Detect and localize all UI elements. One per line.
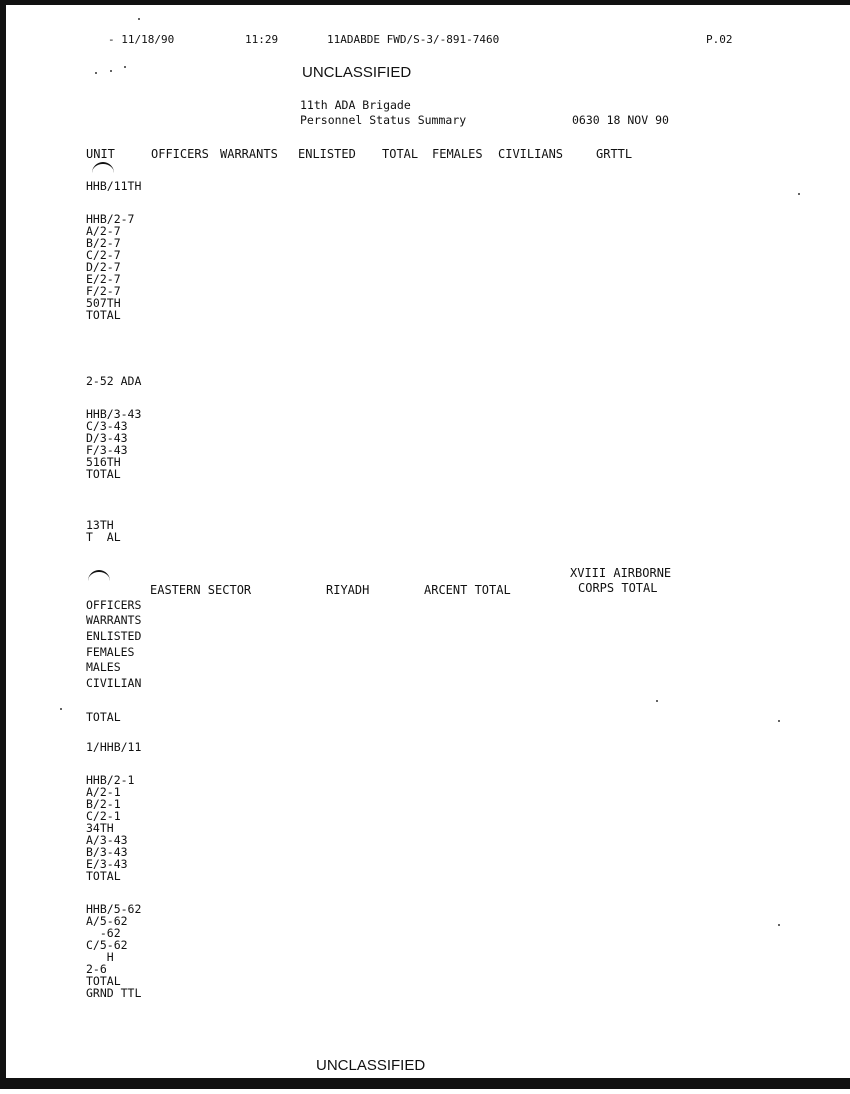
unit-name: A/2-1 (86, 785, 121, 799)
unit-name: 507TH (86, 296, 121, 310)
col-females: FEMALES (432, 147, 483, 161)
col-total: TOTAL (382, 147, 419, 161)
scan-speck (778, 720, 780, 722)
fax-sender: 11ADABDE FWD/S-3/-891-7460 (327, 33, 500, 46)
unit-name: E/2-7 (86, 272, 121, 286)
unit-name: 2-52 ADA (86, 374, 142, 388)
unit-name: C/2-7 (86, 248, 121, 262)
hdr-eastern-sector: EASTERN SECTOR (150, 583, 252, 597)
scan-speck (110, 70, 112, 72)
unit-name: D/3-43 (86, 431, 128, 445)
title-dtg: 0630 18 NOV 90 (572, 113, 669, 127)
scan-speck (138, 18, 140, 20)
unit-name: A/3-43 (86, 833, 128, 847)
unit-name: F/3-43 (86, 443, 128, 457)
unit-name: 13TH (86, 518, 114, 532)
classification-bottom: UNCLASSIFIED (316, 1057, 426, 1074)
fax-page: P.02 (706, 33, 733, 46)
unit-name: 34TH (86, 821, 114, 835)
hdr-xviii-airborne: XVIII AIRBORNE (570, 566, 672, 580)
sector-row-label: ENLISTED (86, 629, 142, 643)
scan-border-left (0, 0, 6, 1078)
scan-speck (124, 66, 126, 68)
unit-name: TOTAL (86, 467, 121, 481)
col-grttl: GRTTL (596, 147, 633, 161)
unit-name: B/2-1 (86, 797, 121, 811)
unit-name: B/2-7 (86, 236, 121, 250)
col-enlisted: ENLISTED (298, 147, 356, 161)
unit-name: 1/HHB/11 (86, 740, 142, 754)
sector-row-label: OFFICERS (86, 598, 142, 612)
unit-name: -62 (86, 926, 121, 940)
unit-name: GRND TTL (86, 986, 142, 1000)
scan-border-bottom (0, 1078, 850, 1094)
unit-name: A/5-62 (86, 914, 128, 928)
scan-speck (656, 700, 658, 702)
sector-row-label: CIVILIAN (86, 676, 142, 690)
unit-name: TOTAL (86, 308, 121, 322)
unit-name: B/3-43 (86, 845, 128, 859)
hdr-riyadh: RIYADH (326, 583, 370, 597)
scan-speck (60, 708, 62, 710)
hdr-arcent-total: ARCENT TOTAL (424, 583, 511, 597)
unit-name: T AL (86, 530, 121, 544)
col-unit: UNIT (86, 147, 115, 161)
scan-border-top (0, 0, 850, 5)
sector-row-label: MALES (86, 660, 121, 674)
unit-name: C/5-62 (86, 938, 128, 952)
unit-name: TOTAL (86, 869, 121, 883)
classification-top: UNCLASSIFIED (302, 64, 412, 81)
unit-name: D/2-7 (86, 260, 121, 274)
unit-name: E/3-43 (86, 857, 128, 871)
scan-speck (798, 193, 800, 195)
unit-name: HHB/2-7 (86, 212, 135, 226)
col-civilians: CIVILIANS (498, 147, 564, 161)
unit-name: TOTAL (86, 974, 121, 988)
unit-name: 516TH (86, 455, 121, 469)
unit-name: HHB/5-62 (86, 902, 142, 916)
title-brigade: 11th ADA Brigade (300, 98, 411, 112)
col-officers: OFFICERS (151, 147, 209, 161)
pen-mark (92, 162, 114, 174)
title-summary: Personnel Status Summary (300, 113, 467, 127)
scan-speck (778, 924, 780, 926)
unit-name: HHB/2-1 (86, 773, 135, 787)
unit-name: C/2-1 (86, 809, 121, 823)
sector-row-label: TOTAL (86, 710, 121, 724)
sector-row-label: FEMALES (86, 645, 135, 659)
unit-name: HHB/3-43 (86, 407, 142, 421)
unit-name: F/2-7 (86, 284, 121, 298)
unit-name: A/2-7 (86, 224, 121, 238)
pen-mark (88, 570, 110, 582)
unit-name: H (86, 950, 114, 964)
unit-name: HHB/11TH (86, 179, 142, 193)
unit-name: C/3-43 (86, 419, 128, 433)
col-warrants: WARRANTS (220, 147, 278, 161)
sector-row-label: WARRANTS (86, 613, 142, 627)
scan-speck (95, 72, 97, 74)
fax-time: 11:29 (245, 33, 279, 46)
hdr-corps-total: CORPS TOTAL (578, 581, 658, 595)
fax-date: - 11/18/90 (108, 33, 175, 46)
unit-name: 2-6 (86, 962, 107, 976)
